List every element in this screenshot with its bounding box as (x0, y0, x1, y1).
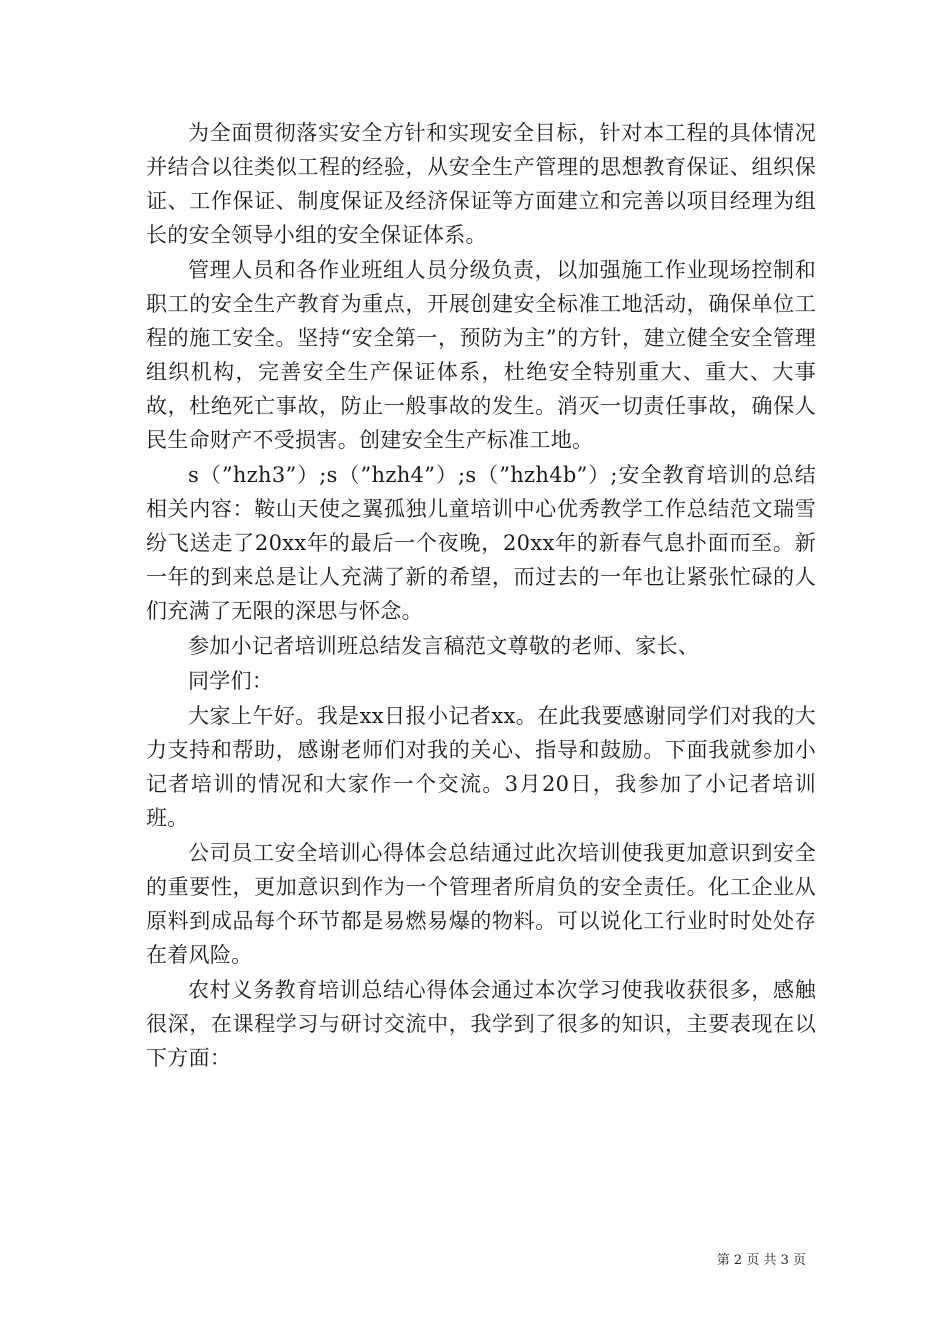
document-body (146, 116, 816, 1075)
paragraph-rural-education: 农村义务教育培训总结心得体会通过本次学习使我收获很多，感触很深，在课程学习与研讨交流中，我学到了很多的知识，主要表现在以下方面： (146, 978, 816, 1070)
paragraph-reporter-speech-title: 参加小记者培训班总结发言稿范文尊敬的老师、家长、 (188, 634, 700, 658)
paragraph-salutation: 同学们： (188, 669, 274, 693)
paragraph-safety-goals: 为全面贯彻落实安全方针和实现安全目标，针对本工程的具体情况并结合以往类似工程的经验，从安全生产管理的思想教育保证、组织保证、工作保证、制度保证及经济保证等方面建立和完善以项目经理为组长的安全领导小组的安全保证体系。 (146, 121, 816, 247)
paragraph-training-summary: s（”hzh3”）;s（”hzh4”）;s（”hzh4b”）;安全教育培训的总结相关内容：鞍山天使之翼孤独儿童培训中心优秀教学工作总结范文瑞雪纷飞送走了20xx年的最后一个夜晚，20xx年的新春气息扑面而至。新一年的到来总是让人充满了新的希望，而过去的一年也让紧张忙碌的人们充满了无限的深思与怀念。 (146, 463, 816, 623)
paragraph-management-responsibility: 管理人员和各作业班组人员分级负责，以加强施工作业现场控制和职工的安全生产教育为重点，开展创建安全标准工地活动，确保单位工程的施工安全。坚持“安全第一，预防为主”的方针，建立健全安全管理组织机构，完善安全生产保证体系，杜绝安全特别重大、重大、大事故，杜绝死亡事故，防止一般事故的发生。消灭一切责任事故，确保人民生命财产不受损害。创建安全生产标准工地。 (146, 258, 816, 452)
paragraph-employee-safety: 公司员工安全培训心得体会总结通过此次培训使我更加意识到安全的重要性，更加意识到作为一个管理者所肩负的安全责任。化工企业从原料到成品每个环节都是易燃易爆的物料。可以说化工行业时时处处存在着风险。 (146, 841, 816, 967)
page-number-footer: 第 2 页 共 3 页 (716, 1253, 806, 1268)
paragraph-greeting: 大家上午好。我是xx日报小记者xx。在此我要感谢同学们对我的大力支持和帮助，感谢老师们对我的关心、指导和鼓励。下面我就参加小记者培训的情况和大家作一个交流。3月20日，我参加了小记者培训班。 (146, 704, 816, 830)
